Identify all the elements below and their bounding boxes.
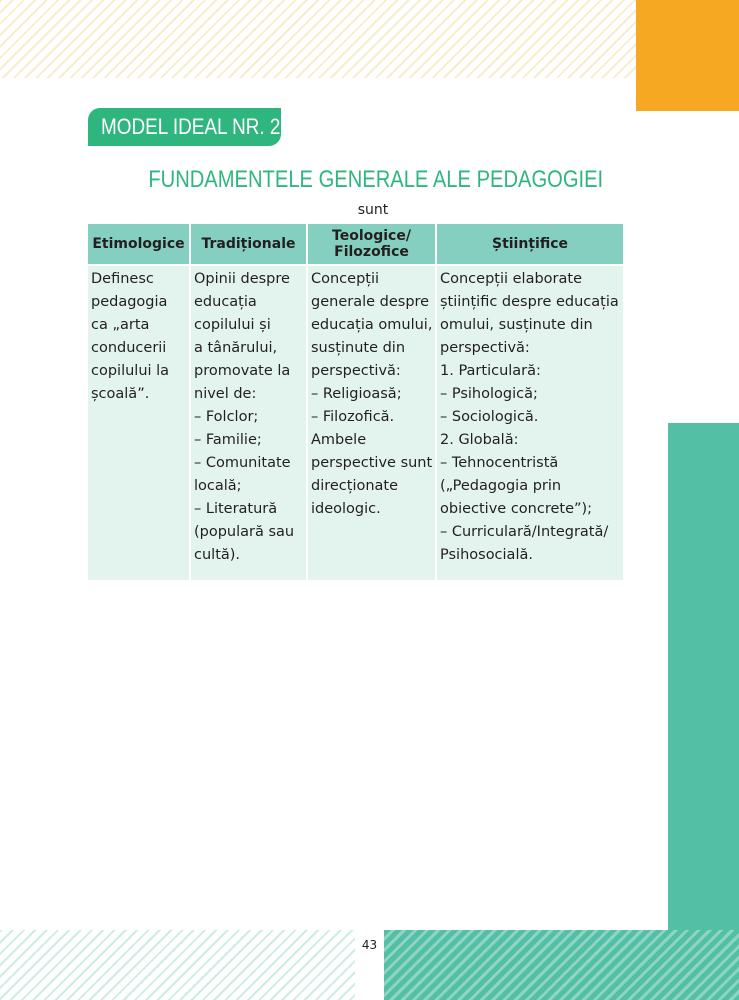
cell-line: educația omului, <box>311 317 433 333</box>
cell-line: copilului la <box>91 363 170 379</box>
cell-line: Opinii despre <box>194 271 290 287</box>
header-traditionale: Tradiționale <box>190 224 307 265</box>
cell-line: – Tehnocentristă <box>440 455 559 471</box>
cell-line: conducerii <box>91 340 167 356</box>
corner-orange-block <box>636 0 739 111</box>
cell-line: (populară sau <box>194 524 295 540</box>
model-badge: MODEL IDEAL NR. 2 <box>88 108 281 146</box>
cell-line: științific despre educația <box>440 294 619 310</box>
side-teal-block <box>668 423 739 930</box>
connector-word: sunt <box>357 202 389 218</box>
cell-teologice-filozofice <box>307 265 436 580</box>
cell-line: – Sociologică. <box>440 409 539 425</box>
cell-line: Concepții elaborate <box>440 271 582 287</box>
cell-line: locală; <box>194 478 242 494</box>
cell-line: („Pedagogia prin <box>440 478 562 494</box>
cell-line: pedagogia <box>91 294 168 310</box>
cell-line: ideologic. <box>311 501 381 517</box>
cell-line: – Curriculară/Integrată/ <box>440 524 609 540</box>
foundations-table <box>88 224 623 580</box>
cell-line: perspectivă: <box>311 363 401 379</box>
page-number: 43 <box>361 938 378 952</box>
bottom-right-hatch-decoration <box>384 930 739 1000</box>
cell-line: – Familie; <box>194 432 262 448</box>
table-row <box>88 265 623 580</box>
cell-line: – Comunitate <box>194 455 291 471</box>
cell-line: perspective sunt <box>311 455 433 471</box>
cell-line: obiective concrete”); <box>440 501 593 517</box>
cell-line: Psihosocială. <box>440 547 533 563</box>
cell-line: direcționate <box>311 478 399 494</box>
cell-line: școală”. <box>91 386 150 402</box>
cell-etimologice <box>88 265 190 580</box>
cell-line: educația <box>194 294 257 310</box>
cell-stiintifice <box>436 265 623 580</box>
cell-line: Definesc <box>91 271 154 287</box>
table-header-row <box>88 224 623 265</box>
cell-line: 2. Globală: <box>440 432 519 448</box>
cell-line: nivel de: <box>194 386 257 402</box>
cell-line: – Psihologică; <box>440 386 538 402</box>
cell-line: a tânărului, <box>194 340 278 356</box>
cell-line: generale despre <box>311 294 430 310</box>
cell-line: ca „arta <box>91 317 150 333</box>
cell-line: – Filozofică. <box>311 409 395 425</box>
cell-line: susținute din <box>311 340 406 356</box>
cell-traditionale <box>190 265 307 580</box>
bottom-left-hatch-decoration <box>0 930 355 1000</box>
top-hatch-decoration <box>0 0 636 78</box>
header-etimologice: Etimologice <box>88 224 190 265</box>
cell-line: perspectivă: <box>440 340 530 356</box>
cell-line: copilului și <box>194 317 271 333</box>
cell-line: cultă). <box>194 547 241 563</box>
cell-line: Concepții <box>311 271 380 287</box>
cell-line: – Religioasă; <box>311 386 402 402</box>
cell-line: promovate la <box>194 363 291 379</box>
cell-line: Ambele <box>311 432 367 448</box>
header-stiintifice: Științifice <box>436 224 623 265</box>
cell-line: 1. Particulară: <box>440 363 541 379</box>
cell-line: omului, susținute din <box>440 317 593 333</box>
cell-line: – Folclor; <box>194 409 259 425</box>
cell-line: – Literatură <box>194 501 278 517</box>
page-title: FUNDAMENTELE GENERALE ALE PEDAGOGIEI <box>148 166 604 193</box>
header-teologice-filozofice: Teologice/ Filozofice <box>307 224 436 265</box>
